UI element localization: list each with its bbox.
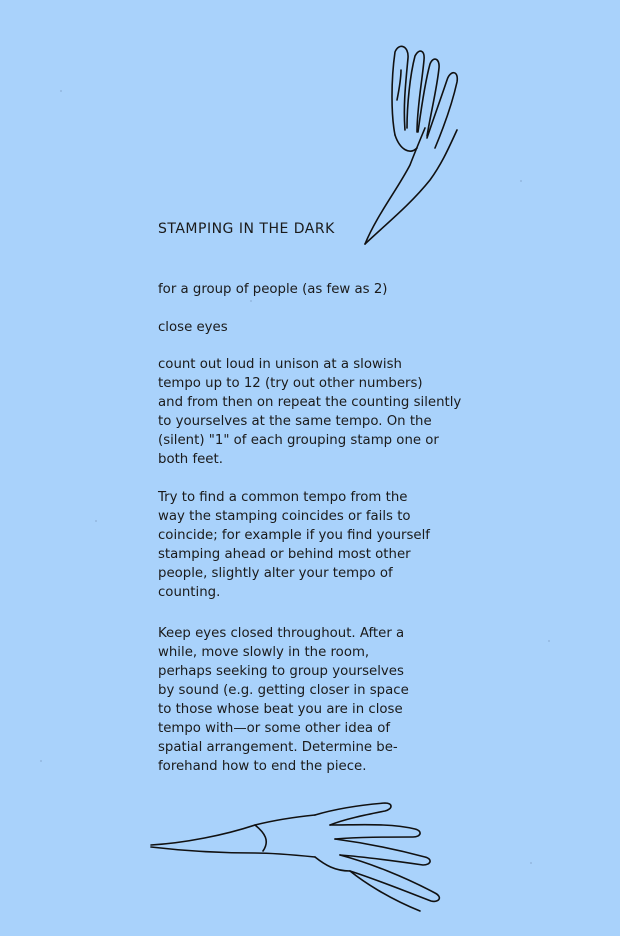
- paragraph-group: [158, 280, 387, 299]
- text-line: and from then on repeat the counting silently: [158, 395, 462, 410]
- paragraph-close-eyes: [158, 318, 228, 337]
- text-line: while, move slowly in the room,: [158, 645, 370, 660]
- text-line: perhaps seeking to group yourselves: [158, 664, 404, 679]
- text-line: to yourselves at the same tempo. On the: [158, 414, 432, 429]
- text-line: counting.: [158, 585, 221, 600]
- paragraph-keep-eyes-closed: [158, 624, 409, 776]
- text-line: spatial arrangement. Determine be-: [158, 740, 398, 755]
- text-line: Keep eyes closed throughout. After a: [158, 626, 405, 641]
- paper-speck: [548, 640, 550, 642]
- paragraph-common-tempo: [158, 488, 430, 602]
- paragraph-count: [158, 355, 461, 469]
- text-line: way the stamping coincides or fails to: [158, 509, 411, 524]
- paper-speck: [250, 300, 252, 302]
- page-title: STAMPING IN THE DARK: [158, 221, 335, 237]
- text-line: both feet.: [158, 452, 223, 467]
- text-line: coincide; for example if you find yourself: [158, 528, 430, 543]
- text-line: people, slightly alter your tempo of: [158, 566, 393, 581]
- paper-speck: [60, 90, 62, 92]
- text-line: count out loud in unison at a slowish: [158, 357, 402, 372]
- paper-speck: [520, 180, 522, 182]
- text-line: for a group of people (as few as 2): [158, 282, 388, 297]
- hand-drawing-bottom: [145, 795, 465, 915]
- text-line: forehand how to end the piece.: [158, 759, 367, 774]
- text-line: close eyes: [158, 320, 228, 335]
- paper-speck: [40, 760, 42, 762]
- text-line: tempo up to 12 (try out other numbers): [158, 376, 423, 391]
- text-line: (silent) "1" of each grouping stamp one or: [158, 433, 439, 448]
- text-line: to those whose beat you are in close: [158, 702, 403, 717]
- text-line: stamping ahead or behind most other: [158, 547, 411, 562]
- text-line: tempo with—or some other idea of: [158, 721, 391, 736]
- text-line: by sound (e.g. getting closer in space: [158, 683, 409, 698]
- paper-speck: [95, 520, 97, 522]
- hand-drawing-top: [355, 40, 465, 250]
- text-line: Try to find a common tempo from the: [158, 490, 408, 505]
- paper-speck: [530, 862, 532, 864]
